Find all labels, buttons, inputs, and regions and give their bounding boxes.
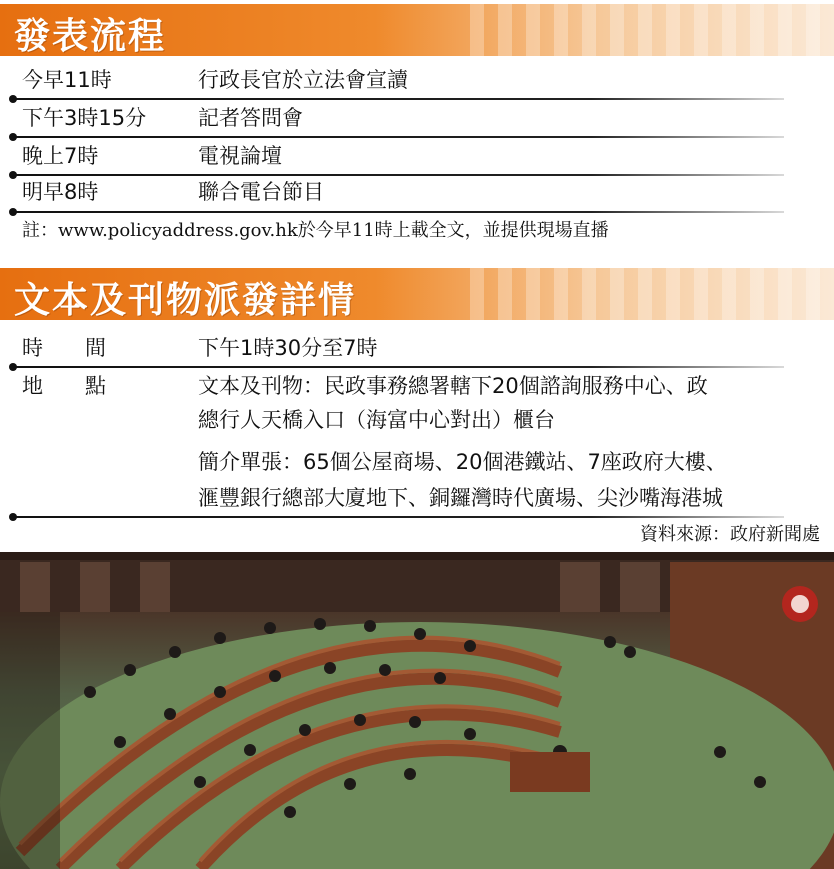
section-banner-distribution <box>0 268 834 320</box>
row-divider <box>14 174 784 176</box>
row-divider <box>14 516 784 518</box>
banner-stripes <box>470 4 834 56</box>
row-divider <box>14 136 784 138</box>
source-credit: 資料來源：政府新聞處 <box>640 524 820 545</box>
schedule-time: 晚上7時 <box>22 144 99 168</box>
time-label: 時 間 <box>22 336 106 360</box>
section-title: 文本及刊物派發詳情 <box>14 279 357 320</box>
section-title: 發表流程 <box>14 15 167 56</box>
place-label: 地 點 <box>22 374 106 398</box>
row-divider <box>14 366 784 368</box>
schedule-time: 今早11時 <box>22 68 112 92</box>
schedule-event: 電視論壇 <box>198 144 282 168</box>
schedule-event: 記者答問會 <box>198 106 303 130</box>
banner-stripes <box>470 268 834 320</box>
section-banner-release-flow <box>0 4 834 56</box>
chamber-illustration <box>0 552 834 869</box>
note-text: 註：www.policyaddress.gov.hk於今早11時上載全文，並提供現場直播 <box>22 220 609 241</box>
schedule-event: 聯合電台節目 <box>198 180 324 204</box>
place-line: 簡介單張：65個公屋商場、20個港鐵站、7座政府大樓、 <box>198 450 727 474</box>
place-line: 總行人天橋入口（海富中心對出）櫃台 <box>198 408 555 432</box>
schedule-event: 行政長官於立法會宣讀 <box>198 68 408 92</box>
schedule-time: 明早8時 <box>22 180 99 204</box>
place-line: 滙豐銀行總部大廈地下、銅鑼灣時代廣場、尖沙嘴海港城 <box>198 486 723 510</box>
schedule-time: 下午3時15分 <box>22 106 147 130</box>
speaker-podium <box>510 752 590 792</box>
row-divider <box>14 211 784 213</box>
legco-chamber-photo <box>0 552 834 869</box>
place-line: 文本及刊物：民政事務總署轄下20個諮詢服務中心、政 <box>198 374 708 398</box>
time-value: 下午1時30分至7時 <box>198 336 378 360</box>
row-divider <box>14 98 784 100</box>
